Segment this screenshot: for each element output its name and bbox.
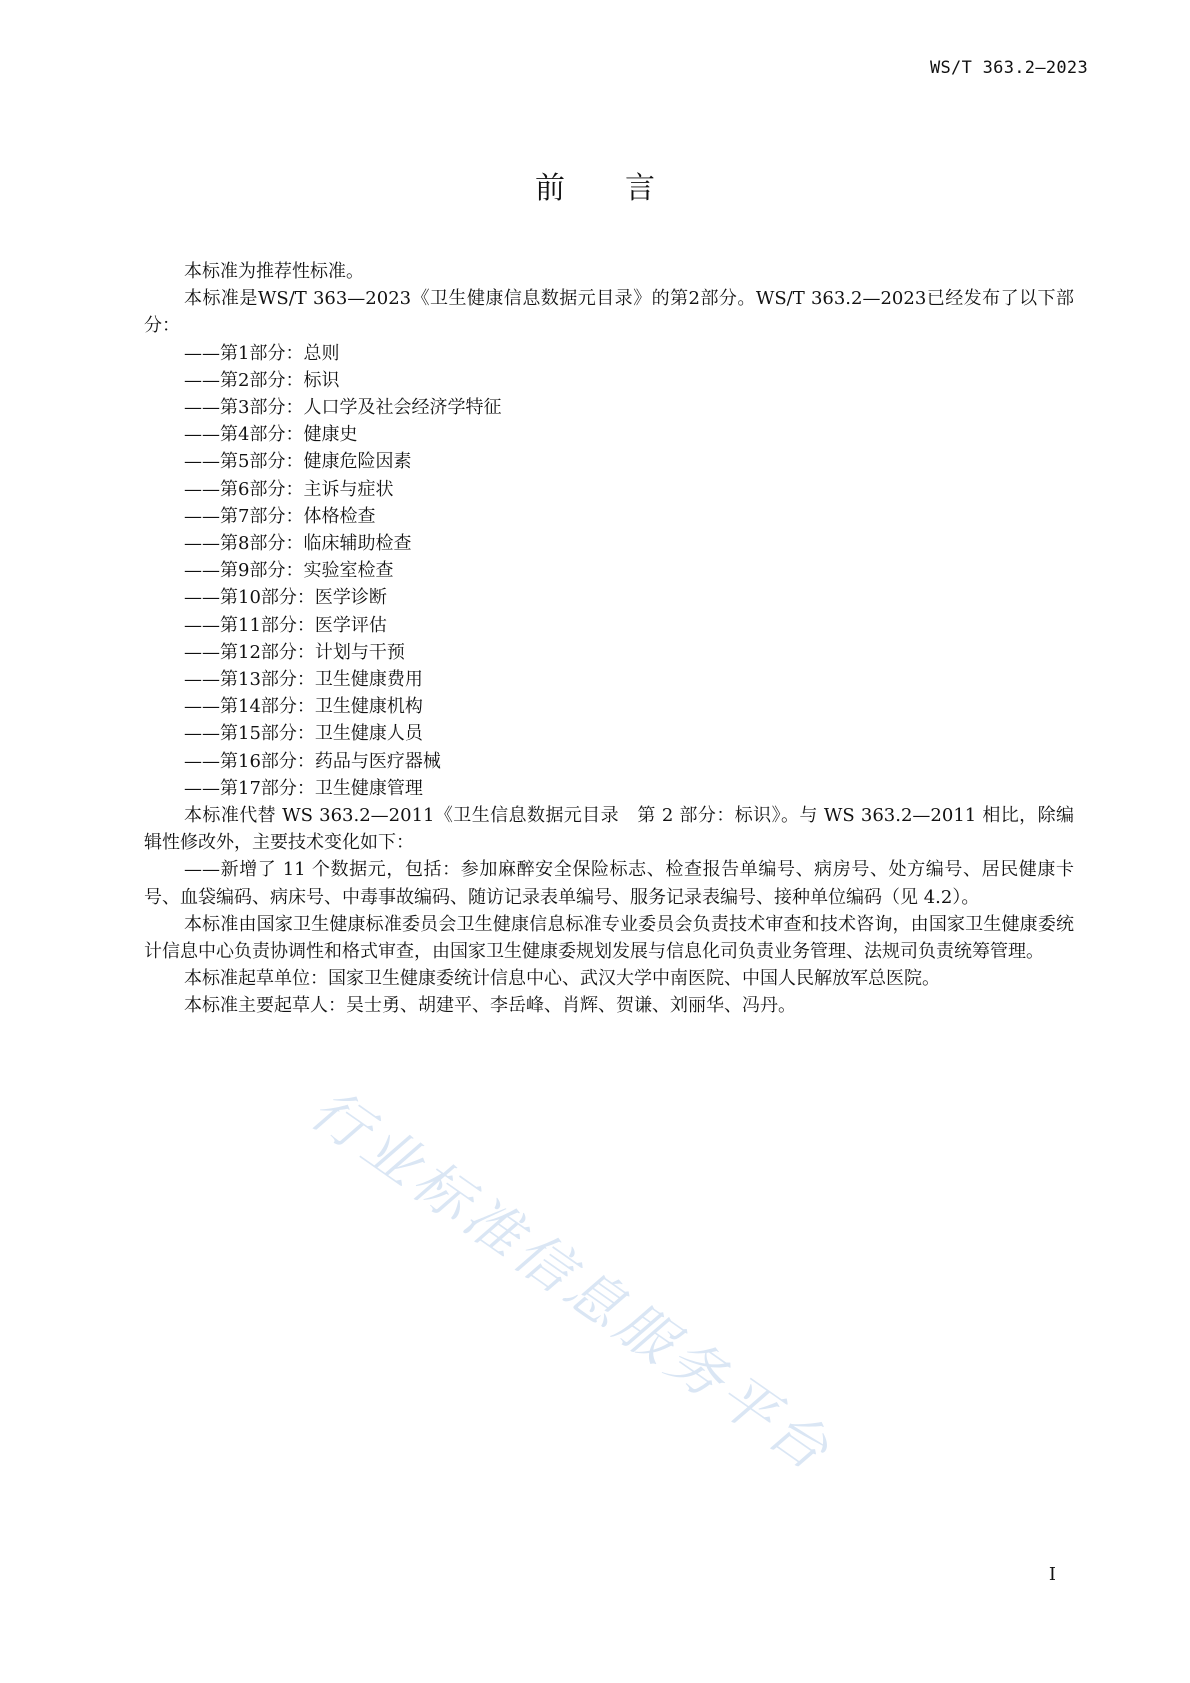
list-item: ——第6部分：主诉与症状 (184, 478, 394, 500)
paragraph-drafters: 本标准主要起草人：吴士勇、胡建平、李岳峰、肖辉、贺谦、刘丽华、冯丹。 (184, 995, 796, 1017)
list-item: ——第14部分：卫生健康机构 (184, 696, 423, 718)
paragraph-part-intro: 本标准是WS/T 363—2023《卫生健康信息数据元目录》的第2部分。WS/T 363.2—2023已经发布了以下部分： (144, 288, 1074, 337)
paragraph-recommended: 本标准为推荐性标准。 (184, 261, 364, 282)
list-item: ——第13部分：卫生健康费用 (184, 669, 423, 691)
list-item: ——第10部分：医学诊断 (184, 587, 387, 609)
page-number: I (1048, 1564, 1056, 1585)
list-item: ——第15部分：卫生健康人员 (184, 723, 423, 745)
watermark: 行业标准信息服务平台 (298, 1077, 844, 1486)
list-item: ——第7部分：体格检查 (184, 505, 376, 527)
paragraph-drafting-units: 本标准起草单位：国家卫生健康委统计信息中心、武汉大学中南医院、中国人民解放军总医院。 (184, 968, 940, 990)
list-item: ——第5部分：健康危险因素 (184, 451, 412, 473)
list-item: ——第17部分：卫生健康管理 (184, 777, 423, 799)
list-item: ——第3部分：人口学及社会经济学特征 (184, 397, 502, 419)
list-item: ——第11部分：医学评估 (184, 614, 387, 636)
paragraph-changes: ——新增了 11 个数据元，包括：参加麻醉安全保险标志、检查报告单编号、病房号、处方编号、居民健康卡号、血袋编码、病床号、中毒事故编码、随访记录表单编号、服务记录表编号、接种单位编码（见 4.2）。 (144, 859, 1074, 908)
parts-list (144, 340, 1074, 802)
list-item: ——第4部分：健康史 (184, 424, 358, 446)
paragraph-replaces: 本标准代替 WS 363.2—2011《卫生信息数据元目录 第 2 部分：标识》。与 WS 363.2—2011 相比，除编辑性修改外，主要技术变化如下： (144, 805, 1074, 854)
paragraph-responsibility: 本标准由国家卫生健康标准委员会卫生健康信息标准专业委员会负责技术审查和技术咨询，由国家卫生健康委统计信息中心负责协调性和格式审查，由国家卫生健康委规划发展与信息化司负责业务管理、法规司负责统筹管理。 (144, 913, 1074, 963)
list-item: ——第9部分：实验室检查 (184, 560, 394, 582)
list-item: ——第8部分：临床辅助检查 (184, 533, 412, 555)
list-item: ——第1部分：总则 (184, 342, 340, 364)
foreword-body (144, 258, 1074, 1020)
standard-number: WS/T 363.2—2023 (929, 58, 1088, 78)
list-item: ——第12部分：计划与干预 (184, 641, 405, 663)
page-title: 前言 (535, 171, 715, 206)
list-item: ——第16部分：药品与医疗器械 (184, 750, 441, 772)
list-item: ——第2部分：标识 (184, 369, 340, 391)
